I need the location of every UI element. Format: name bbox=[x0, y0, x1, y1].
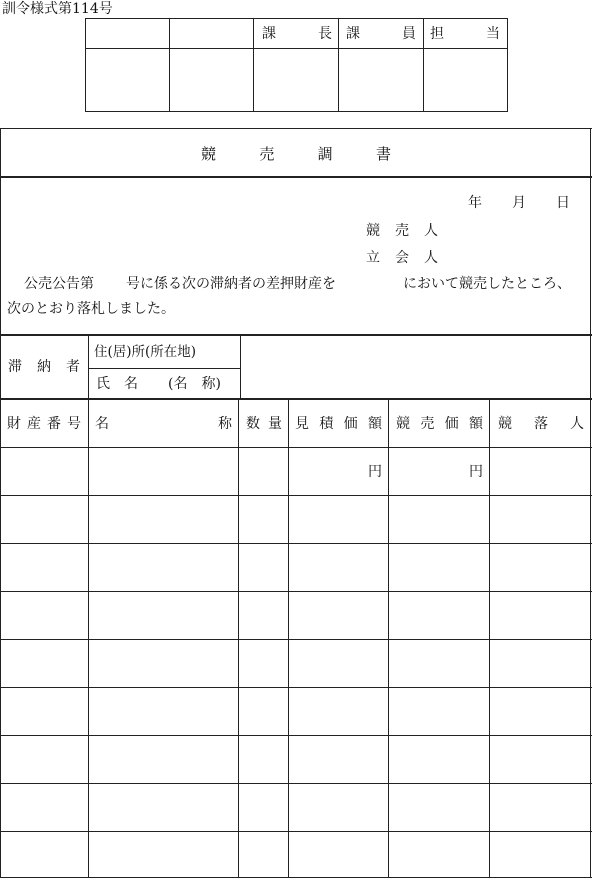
header-char: 称 bbox=[218, 416, 232, 432]
header-char: 人 bbox=[570, 416, 584, 432]
header-char: 番 bbox=[47, 416, 61, 432]
header-char: 数 bbox=[246, 416, 260, 432]
title-char: 競 bbox=[201, 145, 217, 163]
header-char: 額 bbox=[367, 416, 382, 432]
stamp-header-section-staff: 課 員 bbox=[346, 26, 416, 42]
estimated-price-yen-unit: 円 bbox=[368, 464, 382, 480]
header-char: 価 bbox=[343, 416, 358, 432]
body-text-auctioned-at: において競売したところ、 bbox=[403, 276, 571, 292]
stamp-header-section-chief: 課 長 bbox=[262, 26, 332, 42]
form-number: 訓令様式第114号 bbox=[2, 1, 113, 17]
stamp-cell-1 bbox=[86, 49, 169, 111]
delinquent-char: 者 bbox=[66, 359, 80, 375]
body-text-public-notice-no: 公売公告第 bbox=[24, 276, 94, 292]
witness-char: 人 bbox=[424, 250, 438, 266]
auctioneer-char: 売 bbox=[395, 223, 409, 239]
header-quantity bbox=[246, 416, 282, 432]
name-alias-label: (名 称) bbox=[168, 376, 221, 392]
name-label: 氏 名 bbox=[96, 376, 138, 392]
title-char: 調 bbox=[317, 145, 333, 163]
header-auction-price bbox=[396, 416, 483, 432]
auction-price-yen-unit: 円 bbox=[469, 464, 483, 480]
delinquent-info-cell bbox=[241, 336, 590, 398]
header-char: 競 bbox=[396, 416, 410, 432]
header-char: 売 bbox=[420, 416, 435, 432]
witness-char: 立 bbox=[366, 250, 380, 266]
witness-label bbox=[366, 250, 438, 266]
delinquent-char: 納 bbox=[37, 359, 51, 375]
address-label: 住(居)所(所在地) bbox=[94, 344, 197, 360]
stamp-cell-section-chief bbox=[254, 49, 338, 111]
header-char: 名 bbox=[95, 416, 109, 432]
date-label: 年 月 日 bbox=[468, 195, 570, 211]
witness-char: 会 bbox=[395, 250, 409, 266]
header-estimated-price bbox=[295, 416, 382, 432]
title-char: 書 bbox=[375, 145, 391, 163]
header-char: 見 bbox=[295, 416, 309, 432]
header-char: 財 bbox=[7, 416, 21, 432]
header-char: 競 bbox=[498, 416, 512, 432]
header-winning-bidder bbox=[498, 416, 584, 432]
stamp-cell-person-in-charge bbox=[424, 49, 507, 111]
stamp-header-person-in-charge: 担 当 bbox=[430, 26, 500, 42]
header-char: 額 bbox=[468, 416, 483, 432]
body-text-result: 次のとおり落札しました。 bbox=[7, 301, 175, 317]
auctioneer-char: 競 bbox=[366, 223, 380, 239]
delinquent-label bbox=[8, 359, 80, 375]
title-char: 売 bbox=[259, 145, 275, 163]
stamp-cell-2 bbox=[170, 49, 253, 111]
header-char: 価 bbox=[444, 416, 459, 432]
header-char: 落 bbox=[534, 416, 548, 432]
body-text-seized-property: 号に係る次の滞納者の差押財産を bbox=[126, 276, 336, 292]
header-char: 積 bbox=[319, 416, 334, 432]
header-char: 号 bbox=[67, 416, 81, 432]
auctioneer-char: 人 bbox=[424, 223, 438, 239]
document-title bbox=[201, 146, 391, 162]
header-property-number bbox=[7, 416, 81, 432]
header-item-name bbox=[95, 416, 232, 432]
auctioneer-label bbox=[366, 223, 438, 239]
stamp-cell-section-staff bbox=[339, 49, 423, 111]
header-char: 量 bbox=[268, 416, 282, 432]
delinquent-char: 滞 bbox=[8, 359, 22, 375]
header-char: 産 bbox=[27, 416, 41, 432]
